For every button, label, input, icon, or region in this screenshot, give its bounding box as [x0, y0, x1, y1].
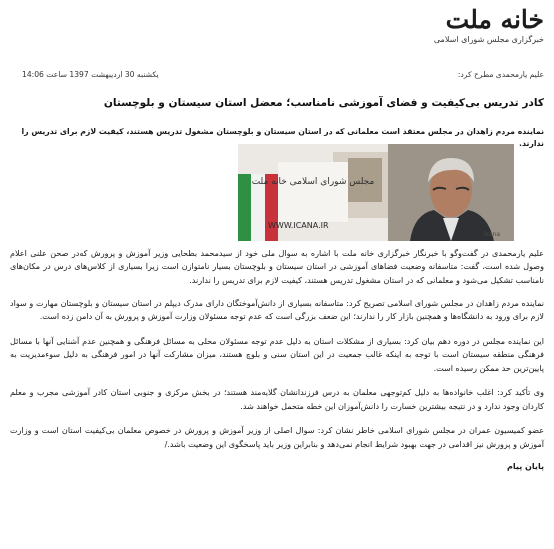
corner-mark: icana: [483, 231, 500, 238]
body-paragraph: وی تأکید کرد: اغلب خانواده‌ها به دلیل کم‌توجهی معلمان به درس فرزندانشان گلایه‌مند هستند؛ در بخش مرکزی و جنوبی استان کادر آموزشی مجرب و معلم کاردان وجود ندارد و در نتیجه بیشترین خسارت را دانش‌آموزان این خطه متحمل خواهند شد.: [10, 388, 544, 411]
byline: علیم یارمحمدی مطرح کرد:: [457, 70, 544, 79]
photo-watermark: WWW.ICANA.IR: [268, 221, 329, 230]
article-photo: [238, 144, 514, 241]
photo-sign: مجلس شورای اسلامی خانه ملت: [251, 177, 375, 187]
body-paragraph: نماینده مردم زاهدان در مجلس شورای اسلامی تصریح کرد: متاسفانه بسیاری از دانش‌آموختگان دارای مدرک دیپلم در استان سیستان و بلوچستان مهارت و سواد لازم برای ورود به دانشگاه‌ها و همچنین بازار کار را ندارند؛ این ضعف بزرگی است که عدم توجه مسئولان وزارت آموزش و پرورش به آن دامن زده است.: [10, 298, 544, 322]
site-logo[interactable]: خانه ملت: [445, 5, 544, 34]
photo-illustration: [238, 144, 514, 241]
body-paragraph: این نماینده مجلس در دوره دهم بیان کرد: بسیاری از مشکلات استان به دلیل عدم توجه مسئولان محلی به مسائل فرهنگی و همچنین عدم آشنایی آنها با مسائل فرهنگی منطقه سیستان است با توجه به اینکه غالب جمعیت در این استان سنی و بلوچ هستند، میزان مشارکت آنها در امور فرهنگی به دلیل سوءمدیریت به پایین‌ترین حد ممکن رسیده است.: [10, 336, 544, 373]
headline: کادر تدریس بی‌کیفیت و فضای آموزشی نامناسب؛ معضل استان سیستان و بلوچستان: [103, 97, 544, 109]
article-body: [10, 247, 544, 473]
body-paragraph: علیم یارمحمدی در گفت‌وگو با خبرنگار خبرگزاری خانه ملت با اشاره به سوال ملی خود از سیدمحمد بطحایی وزیر آموزش و پرورش که‌در صحن علنی اعلام وصول شده است، گفت: متاسفانه وضعیت فضاهای آموزشی در استان سیستان و بلوچستان بسیار نامتوازن است زیرا بسیاری از کلاس‌های درس در مکان‌های نامناسب تشکیل می‌شود و معلمانی که در استان مشغول تدریس هستند، کیفیت لازم برای تدریس را ندارند.: [10, 249, 544, 285]
end-marker: پایان پیام: [507, 461, 544, 471]
site-subtitle: خبرگزاری مجلس شورای اسلامی: [433, 35, 544, 44]
masthead: [424, 4, 544, 64]
publish-date: یکشنبه 30 اردیبهشت 1397 ساعت 14:06: [22, 70, 159, 79]
lead-paragraph: نماینده مردم زاهدان در مجلس معتقد است معلمانی که در استان سیستان و بلوچستان مشغول تدریس هستند، کیفیت لازم برای تدریس را ندارند.: [21, 127, 544, 148]
body-paragraph: عضو کمیسیون عمران در مجلس شورای اسلامی خاطر نشان کرد: سوال اصلی از وزیر آموزش و پرورش در خصوص معلمان بی‌کیفیت استان است و وزارت آموزش و پرورش نیز اقدامی در جهت بهبود شرایط انجام نمی‌دهد و بنابراین وزیر باید پاسخگوی این وضعیت باشد./: [10, 426, 544, 449]
flag-green: [238, 174, 251, 241]
